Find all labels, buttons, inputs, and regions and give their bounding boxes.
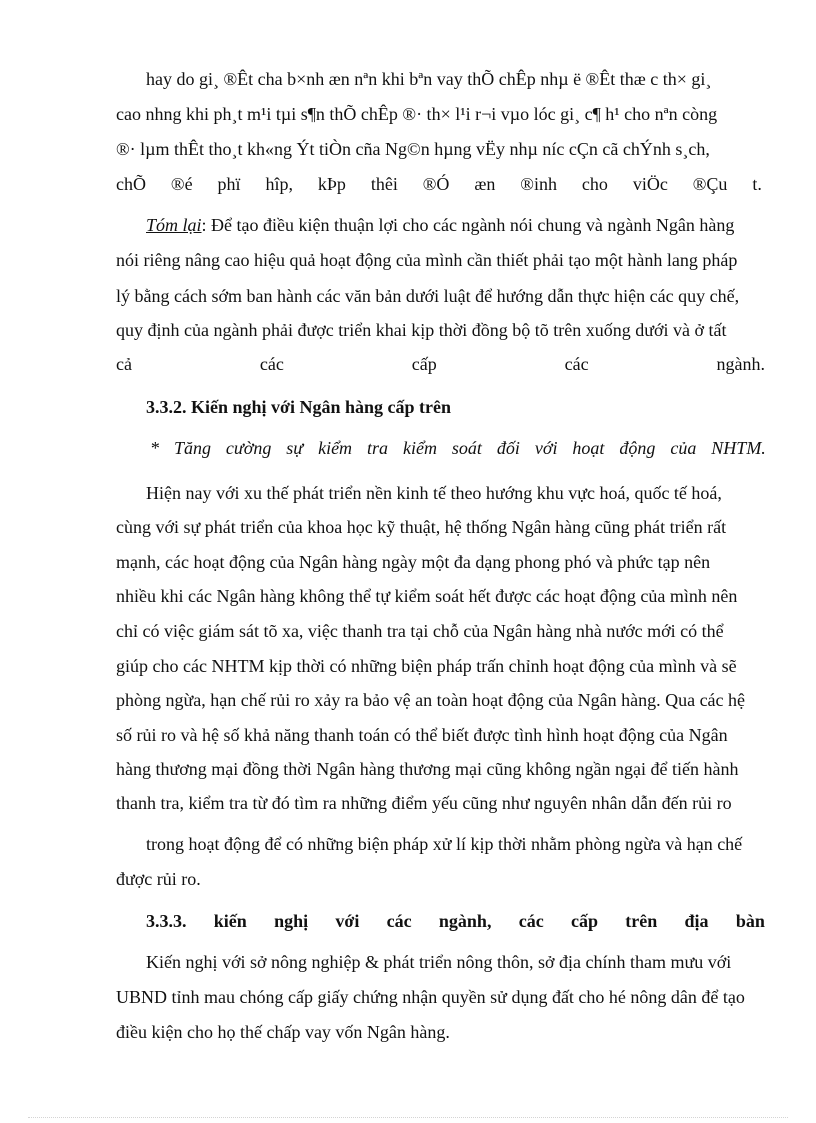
word: động bbox=[619, 438, 656, 458]
section-332-line-6: giúp cho các NHTM kịp thời có những biện pháp trấn chỉnh hoạt động của mình và sẽ bbox=[116, 656, 737, 676]
word: với bbox=[335, 911, 360, 931]
section-332-line-11: trong hoạt động để có những biện pháp xử lí kịp thời nhằm phòng ngừa và hạn chế bbox=[146, 834, 743, 854]
word: t. bbox=[752, 174, 762, 194]
section-332-line-5: chỉ có việc giám sát tõ xa, việc thanh tra tại chỗ của Ngân hàng nhà nước mới có thể bbox=[116, 621, 724, 641]
summary-line-4: quy định của ngành phải được triển khai kịp thời đồng bộ tõ trên xuống dưới và ở tất bbox=[116, 320, 727, 340]
word: hîp, bbox=[265, 174, 293, 194]
summary-line-1 bbox=[146, 215, 734, 236]
word: hoạt bbox=[572, 438, 605, 458]
paragraph-1-line-1: hay do gi¸ ®Êt cha b×nh æn nªn khi bªn vay thÕ chÊp nhµ ë ®Êt thæ c th× gi¸ bbox=[146, 69, 712, 89]
summary-line-1-text: : Để tạo điều kiện thuận lợi cho các ngành nói chung và ngành Ngân hàng bbox=[201, 215, 735, 235]
word: các bbox=[518, 911, 544, 931]
word: của bbox=[670, 438, 697, 458]
word: kiến bbox=[213, 911, 247, 931]
section-332-line-10: thanh tra, kiểm tra từ đó tìm ra những điểm yếu cũng như nguyên nhân dẫn đến rủi ro bbox=[116, 793, 732, 813]
word: với bbox=[534, 438, 558, 458]
section-333-line-1: Kiến nghị với sở nông nghiệp & phát triển nông thôn, sở địa chính tham mưu với bbox=[146, 952, 732, 972]
section-333-line-2: UBND tỉnh mau chóng cấp giấy chứng nhận quyền sử dụng đất cho hé nông dân để tạo bbox=[116, 987, 745, 1007]
word: đối bbox=[496, 438, 520, 458]
word: bàn bbox=[735, 911, 765, 931]
section-332-line-3: mạnh, các hoạt động của Ngân hàng ngày một đa dạng phong phó và phức tạp nên bbox=[116, 552, 711, 572]
section-333-line-3: điều kiện cho họ thế chấp vay vốn Ngân hàng. bbox=[116, 1022, 450, 1042]
bullet-icon: * bbox=[150, 438, 159, 458]
paragraph-1-line-3: ®· lµm thÊt tho¸t kh«ng Ýt tiÒn cña Ng©n hµng vËy nhµ níc cÇn cã chÝnh s¸ch, bbox=[116, 139, 710, 159]
word: các bbox=[386, 911, 412, 931]
word: Tăng bbox=[173, 438, 211, 458]
word: kÞp bbox=[317, 174, 346, 194]
word: cho bbox=[581, 174, 608, 194]
word: địa bbox=[684, 911, 709, 931]
word: sự bbox=[286, 438, 304, 458]
word: ngành, bbox=[438, 911, 492, 931]
word: các bbox=[259, 354, 284, 374]
section-332-line-2: cùng với sự phát triển của khoa học kỹ thuật, hệ thống Ngân hàng cũng phát triển rất bbox=[116, 517, 727, 537]
word: cường bbox=[225, 438, 272, 458]
word: cấp bbox=[571, 911, 598, 931]
section-332-line-4: nhiều khi các Ngân hàng không thể tự kiểm soát hết được các hoạt động của mình nên bbox=[116, 586, 738, 606]
summary-label: Tóm lại bbox=[146, 215, 202, 235]
section-332-line-7: phòng ngừa, hạn chế rủi ro xảy ra bảo vệ an toàn hoạt động của Ngân hàng. Qua các hệ bbox=[116, 690, 746, 710]
word: ®é bbox=[170, 174, 193, 194]
word: kiểm bbox=[318, 438, 353, 458]
section-332-heading: 3.3.2. Kiến nghị với Ngân hàng cấp trên bbox=[146, 397, 452, 417]
paragraph-1-line-4 bbox=[116, 174, 762, 195]
section-332-line-8: số rủi ro và hệ số khả năng thanh toán có thể biết được tình hình hoạt động của Ngân bbox=[116, 725, 728, 745]
summary-line-5 bbox=[116, 354, 765, 375]
paragraph-1-line-2: cao nhng khi ph¸t m¹i tµi s¶n thÕ chÊp ®· th× l¹i r¬i vµo lóc gi¸ c¶ h¹ cho nªn còng bbox=[116, 104, 718, 124]
word: 3.3.3. bbox=[146, 911, 187, 931]
word: soát bbox=[451, 438, 482, 458]
word: tra bbox=[367, 438, 389, 458]
word: cấp bbox=[411, 354, 437, 374]
section-332-line-12: được rủi ro. bbox=[116, 869, 201, 889]
section-332-line-9: hàng thương mại đồng thời Ngân hàng thương mại cũng không ngần ngại để tiến hành bbox=[116, 759, 739, 779]
word: các bbox=[564, 354, 589, 374]
section-332-line-1: Hiện nay với xu thế phát triển nền kinh tế theo hướng khu vực hoá, quốc tế hoá, bbox=[146, 483, 722, 503]
summary-line-2: nói riêng nâng cao hiệu quả hoạt động của mình cần thiết phải tạo một hành lang pháp bbox=[116, 250, 738, 270]
word: NHTM. bbox=[711, 438, 766, 458]
word: thêi bbox=[370, 174, 398, 194]
section-333-heading bbox=[146, 911, 765, 932]
word: nghị bbox=[274, 911, 309, 931]
summary-line-3: lý bằng cách sớm ban hành các văn bản dưới luật để hướng dẫn thực hiện các quy chế, bbox=[116, 286, 740, 306]
word: ngành. bbox=[716, 354, 765, 374]
word: viÖc bbox=[632, 174, 668, 194]
word: phï bbox=[217, 174, 241, 194]
word: ®inh bbox=[520, 174, 557, 194]
word: ®Ó bbox=[422, 174, 450, 194]
word: ®Çu bbox=[692, 174, 728, 194]
section-332-bullet bbox=[150, 438, 766, 459]
word: kiểm bbox=[402, 438, 437, 458]
word: chÕ bbox=[116, 174, 146, 194]
word: trên bbox=[625, 911, 658, 931]
word: æn bbox=[474, 174, 496, 194]
word: cả bbox=[116, 354, 132, 374]
page-bottom-divider bbox=[28, 1117, 788, 1118]
